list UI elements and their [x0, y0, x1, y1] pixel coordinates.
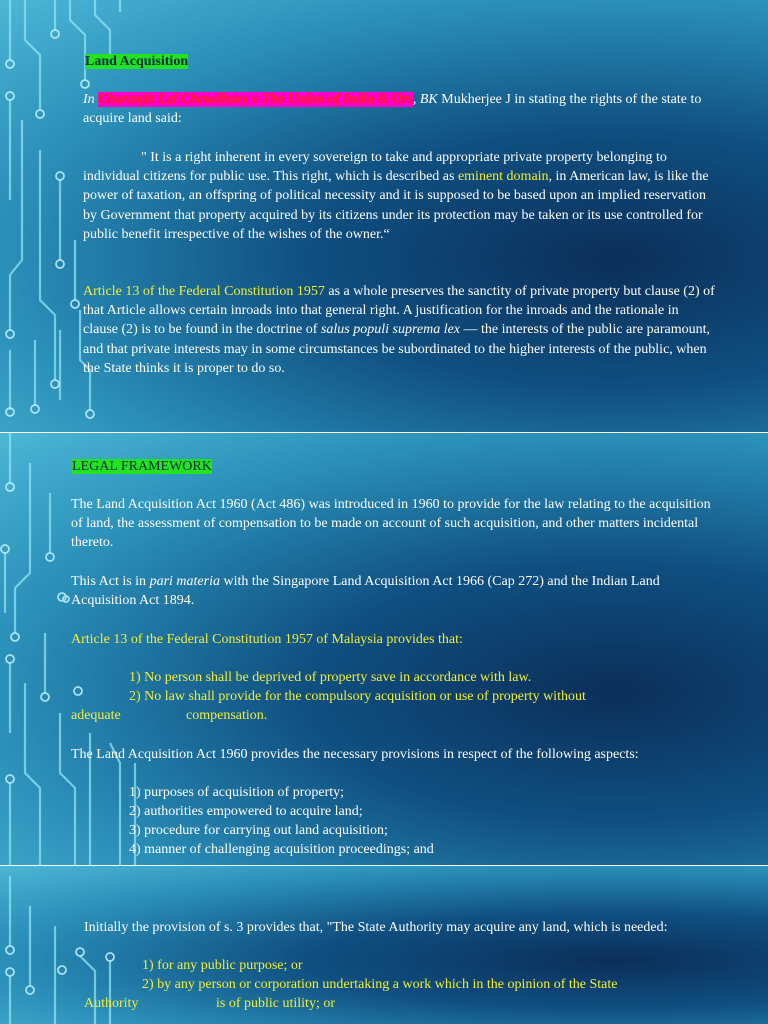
slide-section-3: [0, 866, 768, 1024]
article13-cont-b: compensation.: [186, 708, 268, 723]
purpose-item: 2) by any person or corporation undertaking a work which in the opinion of the State: [142, 977, 618, 992]
article-part-1: as a whole preserves the sanctity of private property but clause (2) of that Article allows certain inroads into that general right. A justification for the inroads and the rationale in clause (2) is to be found in the doctrine of: [83, 284, 715, 338]
pari-part-a: This Act is in: [71, 574, 150, 589]
aspects-intro-paragraph: The Land Acquisition Act 1960 provides the necessary provisions in respect of the following aspects:: [71, 747, 639, 762]
purpose-cont-a: Authority: [84, 996, 139, 1011]
intro-comma: ,: [412, 92, 420, 107]
quote-paragraph: [83, 148, 715, 244]
article13-item: 1) No person shall be deprived of property save in accordance with law.: [129, 670, 532, 685]
judge-name: BK: [419, 92, 438, 107]
intro-rest: Mukherjee J in stating the rights of the state to acquire land said:: [83, 92, 702, 127]
act-intro-paragraph: The Land Acquisition Act 1960 (Act 486) was introduced in 1960 to provide for the law relating to the acquisition of land, the assessment of compensation to be made on account of such acquisition, and other matters incidental thereto.: [71, 497, 711, 551]
aspect-item: 3) procedure for carrying out land acquisition;: [129, 823, 388, 838]
pari-materia-term: pari materia: [149, 574, 220, 589]
intro-paragraph: [83, 90, 715, 128]
pari-part-b: with the Singapore Land Acquisition Act 1966 (Cap 272) and the Indian Land Acquisition Act 1894.: [71, 574, 660, 609]
article13-cont-a: adequate: [71, 708, 121, 723]
slide-land-acquisition: [0, 0, 768, 432]
aspect-item: 2) authorities empowered to acquire land;: [129, 804, 363, 819]
article13-heading: Article 13 of the Federal Constitution 1957 of Malaysia provides that:: [71, 632, 463, 647]
heading-highlight: Land Acquisition: [85, 54, 189, 69]
purpose-item: 1) for any public purpose; or: [142, 958, 303, 973]
aspect-item: 4) manner of challenging acquisition proceedings; and: [129, 842, 434, 857]
slide2-heading: [72, 457, 212, 476]
pari-materia-paragraph: [71, 572, 711, 610]
slide-legal-framework: [0, 433, 768, 865]
quote-part-2: , in American law, is like the power of taxation, an offspring of political necessity and it is supposed to be based upon an implied reservation by Government that property acquired by its citizens under its protection may be taken or its use controlled for public benefit irrespective of the wishes of the owner.“: [83, 169, 709, 242]
article-part-2: — the interests of the public are paramount, and that private interests may in some circumstances be subordinated to the higher interests of the public, when the State thinks it is proper to do so.: [83, 322, 711, 376]
aspect-item: 1) purposes of acquisition of property;: [129, 785, 345, 800]
eminent-domain-term: eminent domain: [457, 169, 549, 185]
heading-highlight: LEGAL FRAMEWORK: [72, 459, 212, 474]
article-paragraph: [83, 282, 715, 378]
case-name-highlight: Charanjit Lal Chowdhury v The Union of India & Ors: [98, 92, 413, 107]
article13-item: 2) No law shall provide for the compulsory acquisition or use of property without: [129, 689, 586, 704]
latin-maxim: salus populi suprema lex: [320, 322, 461, 338]
purpose-cont-b: is of public utility; or: [216, 996, 335, 1011]
section3-intro: Initially the provision of s. 3 provides that, "The State Authority may acquire any land, which is needed:: [84, 920, 668, 935]
slide1-heading: [85, 52, 188, 71]
quote-part-1: " It is a right inherent in every sovereign to take and appropriate private property belonging to individual citizens for public use. This right, which is described as: [83, 150, 667, 185]
intro-prefix: In: [83, 92, 99, 107]
article-reference: Article 13 of the Federal Constitution 1957: [83, 284, 325, 299]
